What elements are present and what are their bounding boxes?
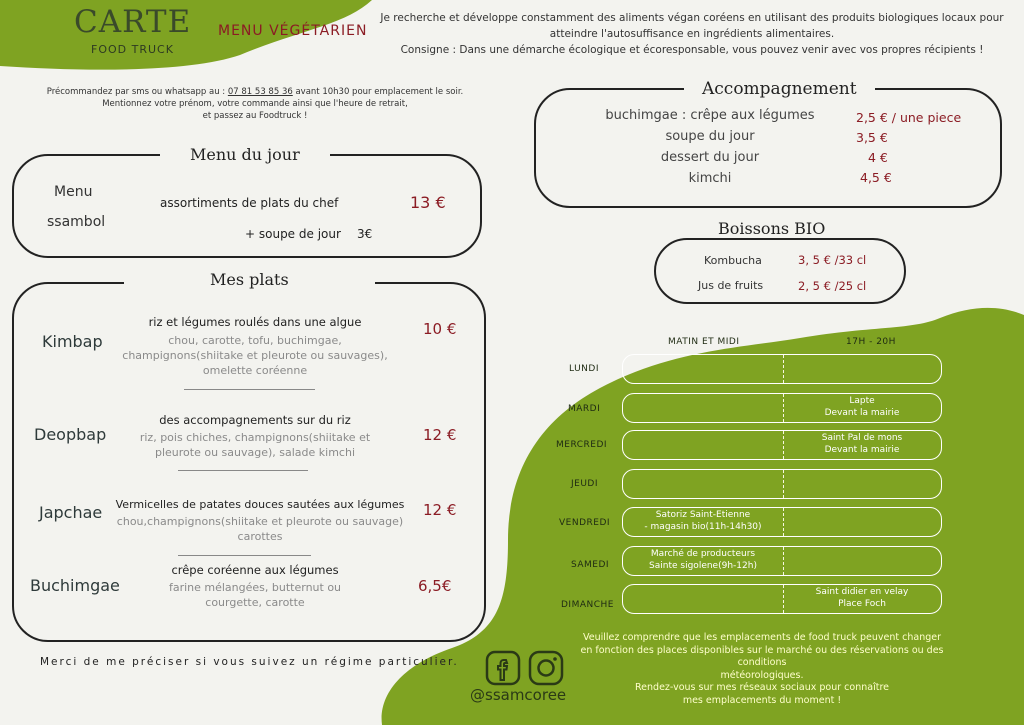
dish-name: Kimbap <box>42 332 103 351</box>
dish-desc: Vermicelles de patates douces sautées aux légumes <box>115 498 405 511</box>
dish-name: Buchimgae <box>30 576 120 595</box>
schedule-header-morning: MATIN ET MIDI <box>668 337 740 347</box>
menu-du-jour-title: Menu du jour <box>160 145 330 164</box>
intro-line-3: Consigne : Dans une démarche écologique et écoresponsable, vous pouvez venir avec vos propres récipients ! <box>400 44 984 56</box>
side-item-price: 2,5 € / une piece <box>856 110 962 125</box>
divider <box>184 389 315 390</box>
intro-line-1: Je recherche et développe constamment des aliments végan coréens en utilisant des produits biologiques locaux pour <box>380 12 1004 24</box>
schedule-row <box>622 430 942 460</box>
dish-ingredients <box>110 430 400 460</box>
slot-line: Marché de producteurs <box>650 549 756 559</box>
schedule-row <box>622 354 942 384</box>
preorder-line-3: et passez au Foodtruck ! <box>202 111 308 121</box>
slot-line: Devant la mairie <box>824 408 900 418</box>
facebook-icon[interactable] <box>485 650 521 686</box>
slot-line: Saint Pal de mons <box>821 433 903 443</box>
page-subtitle: FOOD TRUCK <box>91 43 174 56</box>
dish-ingredients <box>110 580 400 610</box>
evening-slot <box>783 586 941 610</box>
side-item-name: soupe du jour <box>665 129 755 144</box>
side-item-price: 4,5 € <box>860 170 892 185</box>
schedule-day-label: LUNDI <box>569 364 599 374</box>
boissons-box <box>654 238 906 304</box>
boissons-title: Boissons BIO <box>704 219 839 238</box>
ingredients-line: farine mélangées, butternut ou <box>168 581 342 594</box>
dish-ingredients <box>105 514 415 544</box>
morning-slot <box>623 509 783 533</box>
mes-plats-title: Mes plats <box>124 270 375 289</box>
accompagnement-title: Accompagnement <box>684 79 875 99</box>
drink-name: Kombucha <box>704 254 762 267</box>
drink-price: 3, 5 € /33 cl <box>798 253 867 267</box>
slot-line: Sainte sigolene(9h-12h) <box>649 561 757 571</box>
schedule-row <box>622 584 942 614</box>
dish-price: 6,5€ <box>418 577 452 595</box>
slot-line: Satoriz Saint-Etienne <box>655 510 751 520</box>
instagram-icon[interactable] <box>528 650 564 686</box>
drink-name: Jus de fruits <box>698 279 764 292</box>
notice-line: mes emplacements du moment ! <box>682 694 842 706</box>
schedule-day-label: MARDI <box>568 404 601 414</box>
preorder-line-1 <box>10 86 500 98</box>
ingredients-line: riz, pois chiches, champignons(shiitake et <box>139 431 371 444</box>
menu-du-jour-desc: assortiments de plats du chef <box>160 196 339 210</box>
ingredients-line: omelette coréenne <box>202 364 308 377</box>
menu-du-jour-extra-price: 3€ <box>357 227 373 241</box>
divider <box>178 470 308 471</box>
preorder-info <box>10 86 500 122</box>
ingredients-line: courgette, carotte <box>205 596 305 609</box>
dish-price: 12 € <box>423 426 457 444</box>
diet-note: Merci de me préciser si vous suivez un régime particulier. <box>40 656 459 668</box>
intro-line-2: atteindre l'autosuffisance en ingrédients alimentaires. <box>549 28 835 40</box>
schedule-header-evening: 17H - 20H <box>846 337 896 347</box>
dish-desc: riz et légumes roulés dans une algue <box>148 315 362 329</box>
dish-desc: crêpe coréenne aux légumes <box>171 563 339 577</box>
menu-du-jour-price: 13 € <box>410 193 446 212</box>
menu-du-jour-name-1: Menu <box>54 184 93 200</box>
menu-type-label: MENU VÉGÉTARIEN <box>218 23 368 39</box>
side-item-name: buchimgae : crêpe aux légumes <box>605 108 815 123</box>
preorder-text: Précommandez par sms ou whatsapp au : <box>46 87 228 97</box>
social-handle[interactable]: @ssamcoree <box>470 686 567 704</box>
ingredients-line: pleurote ou sauvage), salade kimchi <box>154 446 356 459</box>
schedule-row <box>622 546 942 576</box>
phone-number[interactable]: 07 81 53 85 36 <box>227 87 293 97</box>
dish-price: 12 € <box>423 501 457 519</box>
menu-du-jour-extra: + soupe de jour <box>245 227 341 241</box>
evening-slot <box>783 395 941 419</box>
morning-slot <box>623 548 783 572</box>
dish-ingredients <box>100 333 410 378</box>
dish-name: Japchae <box>39 503 103 522</box>
ingredients-line: chou, carotte, tofu, buchimgae, <box>168 334 342 347</box>
side-item-name: kimchi <box>688 171 732 186</box>
preorder-text-after: avant 10h30 pour emplacement le soir. <box>292 87 464 97</box>
intro-text <box>378 10 1006 58</box>
side-item-price: 3,5 € <box>856 130 888 145</box>
drink-price: 2, 5 € /25 cl <box>798 279 867 293</box>
side-item-price: 4 € <box>868 150 888 165</box>
slot-line: Saint didier en velay <box>815 587 909 597</box>
dish-desc: des accompagnements sur du riz <box>159 413 351 427</box>
accompagnement-box <box>534 88 1002 208</box>
slot-line: Devant la mairie <box>824 445 900 455</box>
notice-line: Veuillez comprendre que les emplacements de food truck peuvent changer <box>582 632 942 643</box>
schedule-row <box>622 507 942 537</box>
schedule-day-label: DIMANCHE <box>561 600 614 610</box>
side-item-name: dessert du jour <box>660 150 760 165</box>
divider <box>178 555 311 556</box>
schedule-day-label: JEUDI <box>571 479 599 489</box>
evening-slot <box>783 432 941 456</box>
ingredients-line: carottes <box>237 530 283 543</box>
slot-line: Place Foch <box>838 599 886 609</box>
notice-line: météorologiques. <box>720 669 804 681</box>
dish-name: Deopbap <box>34 425 107 444</box>
schedule-day-label: MERCREDI <box>556 440 608 450</box>
schedule-day-label: SAMEDI <box>571 560 610 570</box>
page-title: CARTE <box>74 4 192 40</box>
ingredients-line: champignons(shiitake et pleurote ou sauvages), <box>122 349 388 362</box>
schedule-row <box>622 469 942 499</box>
location-notice <box>572 632 952 707</box>
notice-line: en fonction des places disponibles sur le marché ou des réservations ou des conditions <box>580 644 944 668</box>
schedule-day-label: VENDREDI <box>559 518 611 528</box>
slot-line: Lapte <box>849 396 875 406</box>
notice-line: Rendez-vous sur mes réseaux sociaux pour connaître <box>635 682 889 693</box>
menu-du-jour-name-2: ssambol <box>47 214 106 230</box>
schedule-row <box>622 393 942 423</box>
preorder-line-2: Mentionnez votre prénom, votre commande ainsi que l'heure de retrait, <box>102 99 408 109</box>
ingredients-line: chou,champignons(shiitake et pleurote ou sauvage) <box>116 515 404 528</box>
slot-line: - magasin bio(11h-14h30) <box>644 522 762 532</box>
dish-price: 10 € <box>423 320 457 338</box>
